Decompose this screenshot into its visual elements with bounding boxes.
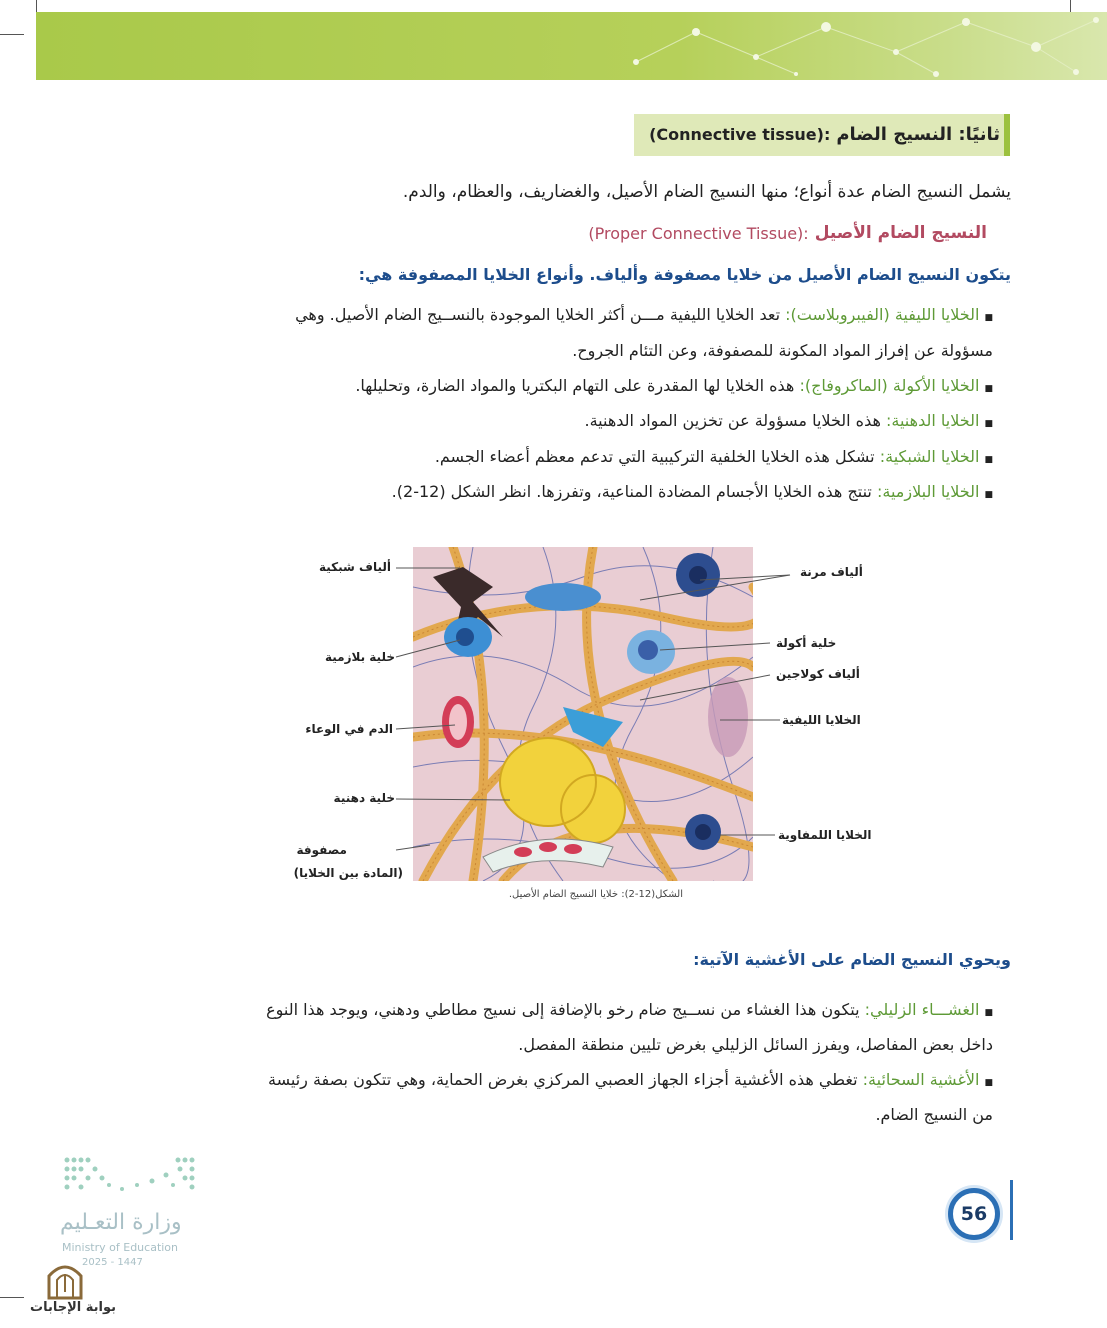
subheading-en: (Proper Connective Tissue): xyxy=(588,223,809,243)
membrane-term: الأغشية السحائية: xyxy=(862,1070,980,1089)
page-number: 56 xyxy=(960,1203,988,1225)
subheading-ar: النسيج الضام الأصيل xyxy=(814,223,987,243)
label-plasma-cell: خلية بلازمية xyxy=(324,650,395,664)
page-number-badge xyxy=(948,1188,1000,1240)
cell-text: تنتج هذه الخلايا الأجسام المضادة المناعية، وتفرزها. انظر الشكل (12-2). xyxy=(391,482,872,501)
figure-caption: الشكل(12-2): خلايا النسيج الضام الأصيل. xyxy=(508,889,683,900)
membrane-text: تغطي هذه الأغشية أجزاء الجهاز العصبي المركزي بغرض الحماية، وهي تتكون بصفة رئيسة xyxy=(268,1070,858,1089)
bullet-icon: ■ xyxy=(984,384,993,394)
watermark-logo-icon xyxy=(45,1258,85,1300)
cell-term: الخلايا البلازمية: xyxy=(876,482,980,501)
list-item xyxy=(268,1070,993,1089)
membranes-heading: ويحوي النسيج الضام على الأغشية الآتية: xyxy=(693,950,1011,969)
label-elastic-fibers: ألياف مرنة xyxy=(800,565,863,579)
membrane-text: يتكون هذا الغشاء من نســيج ضام رخو بالإضافة إلى نسيج مطاطي ودهني، ويوجد هذا النوع xyxy=(266,1000,860,1019)
cell-term: الخلايا الدهنية: xyxy=(886,411,980,430)
membrane-term: الغشـــاء الزليلي: xyxy=(864,1000,980,1019)
cell-text: تعد الخلايا الليفية مـــن أكثر الخلايا الموجودة بالنســيج الضام الأصيل. وهي xyxy=(295,305,781,324)
bullet-icon: ■ xyxy=(984,313,993,323)
ministry-logo-icon xyxy=(62,1155,197,1197)
list-item xyxy=(266,1000,993,1019)
label-matrix: مصفوفة xyxy=(296,843,347,857)
bullet-icon: ■ xyxy=(984,455,993,465)
cell-text-continued: مسؤولة عن إفراز المواد المكونة للمصفوفة، وعن التئام الجروح. xyxy=(572,341,993,360)
label-reticular-fibers: ألياف شبكية xyxy=(319,560,391,574)
label-lymphocytes: الخلايا اللمفاوية xyxy=(778,828,872,842)
cell-term: الخلايا الشبكية: xyxy=(879,447,980,466)
bullet-icon: ■ xyxy=(984,1008,993,1018)
ministry-name-en: Ministry of Education xyxy=(62,1241,179,1254)
cell-text: هذه الخلايا مسؤولة عن تخزين المواد الدهنية. xyxy=(584,411,881,430)
intro-paragraph: يشمل النسيج الضام عدة أنواع؛ منها النسيج الضام الأصيل، والغضاريف، والعظام، والدم. xyxy=(402,182,1011,202)
bullet-icon: ■ xyxy=(984,490,993,500)
ministry-year: 2025 - 1447 xyxy=(82,1257,143,1268)
section-title-en: (Connective tissue): xyxy=(649,124,831,144)
bullet-icon: ■ xyxy=(984,1078,993,1088)
membrane-text-continued: داخل بعض المفاصل، ويفرز السائل الزليلي بغرض تليين منطقة المفصل. xyxy=(518,1035,993,1054)
page-bar xyxy=(1010,1180,1013,1240)
label-macrophage: خلية أكولة xyxy=(776,636,837,650)
label-blood-vessel: الدم في الوعاء xyxy=(305,722,393,736)
label-fat-cell: خلية دهنية xyxy=(333,791,395,805)
cell-term: الخلايا الأكولة (الماكروفاج): xyxy=(799,376,980,395)
ministry-name-ar: وزارة التعـليم xyxy=(60,1210,182,1235)
label-matrix-note: (المادة بين الخلايا) xyxy=(293,866,403,880)
cell-text: تشكل هذه الخلايا الخلفية التركيبية التي تدعم معظم أعضاء الجسم. xyxy=(434,447,875,466)
lead-text: يتكون النسيج الضام الأصيل من خلايا مصفوفة وألياف. وأنواع الخلايا المصفوفة هي: xyxy=(358,265,1011,284)
cell-text: هذه الخلايا لها المقدرة على التهام البكتريا والمواد الضارة، وتحليلها. xyxy=(355,376,795,395)
label-fibroblasts: الخلايا الليفية xyxy=(782,713,861,727)
watermark-text: بوابة الإجابات xyxy=(30,1300,116,1315)
cell-term: الخلايا الليفية (الفيبروبلاست): xyxy=(785,305,980,324)
bullet-icon: ■ xyxy=(984,419,993,429)
membrane-text-continued: من النسيج الضام. xyxy=(875,1105,993,1124)
section-title-ar: ثانيًا: النسيج الضام xyxy=(836,123,1000,145)
label-collagen-fibers: ألياف كولاجين xyxy=(776,667,860,681)
